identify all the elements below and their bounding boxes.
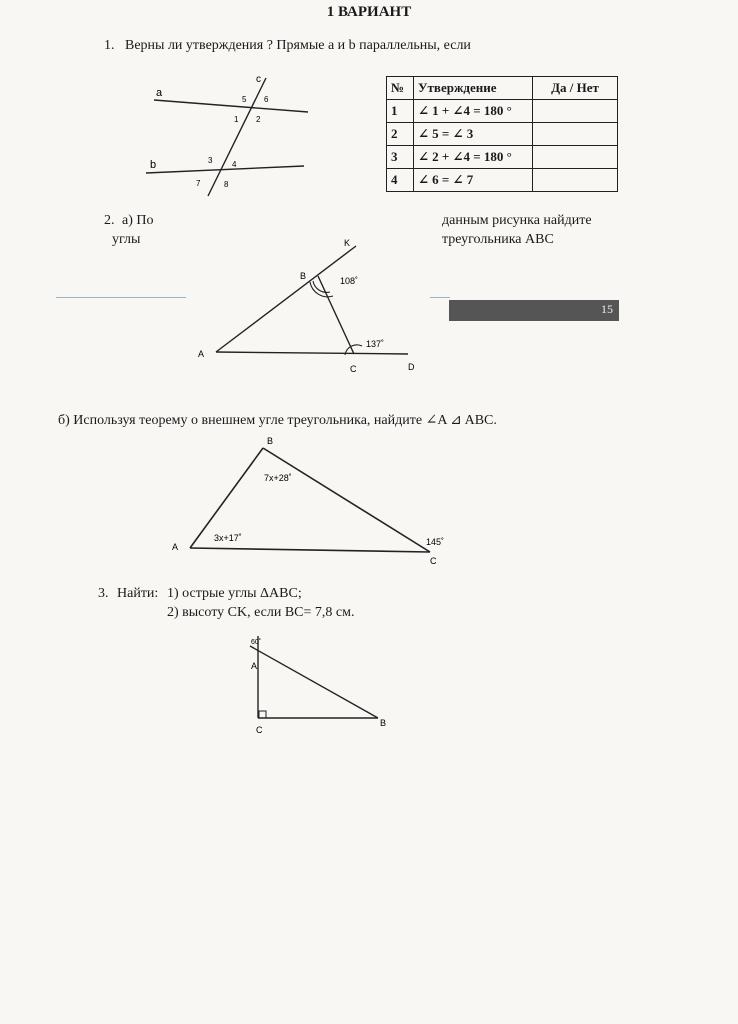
angle-5-label: 5 bbox=[242, 95, 247, 104]
q2-part-b-text: б) Используя теорему о внешнем угле треугольника, найдите ∠A ⊿ ABC. bbox=[58, 413, 497, 428]
point-b-label: B bbox=[300, 271, 307, 281]
row-answer[interactable] bbox=[533, 169, 618, 192]
row-number: 1 bbox=[387, 100, 414, 123]
point-c-label: C bbox=[430, 556, 437, 566]
table-row bbox=[387, 169, 618, 192]
table-row bbox=[387, 100, 618, 123]
page-title: 1 ВАРИАНТ bbox=[326, 4, 412, 20]
point-k-label: K bbox=[344, 238, 351, 248]
point-a-label: A bbox=[198, 349, 205, 359]
point-a-label: A bbox=[172, 542, 179, 552]
q3-label: Найти: bbox=[117, 586, 159, 601]
angle-8-label: 8 bbox=[224, 180, 229, 189]
point-d-label: D bbox=[408, 362, 415, 372]
row-number: 4 bbox=[387, 169, 414, 192]
point-a-label: A bbox=[251, 661, 258, 671]
q2-part-a-left-2: углы bbox=[112, 232, 141, 247]
q2a-figure bbox=[190, 234, 430, 376]
line-c-label: c bbox=[256, 74, 261, 85]
col-number: № bbox=[387, 77, 414, 100]
point-b-label: B bbox=[380, 718, 387, 728]
page-number: 15 bbox=[601, 302, 613, 316]
row-statement: ∠ 6 = ∠ 7 bbox=[414, 169, 533, 192]
q2-part-a-left-1: а) По bbox=[122, 213, 154, 228]
faded-rule-left bbox=[56, 297, 186, 298]
angle-c-ext-value: 145˚ bbox=[426, 537, 445, 547]
page-number-bar bbox=[449, 300, 619, 321]
line-a-label: a bbox=[156, 87, 163, 99]
point-c-label: C bbox=[256, 725, 263, 735]
faded-rule-right bbox=[430, 297, 450, 298]
point-c-label: C bbox=[350, 364, 357, 374]
q3-number: 3. bbox=[98, 586, 109, 601]
angle-b-expr: 7x+28˚ bbox=[264, 473, 292, 483]
q1-text: Верны ли утверждения ? Прямые a и b параллельны, если bbox=[125, 38, 471, 53]
col-statement: Утверждение bbox=[414, 77, 533, 100]
table-row bbox=[387, 123, 618, 146]
angle-1-label: 1 bbox=[234, 115, 239, 124]
row-answer[interactable] bbox=[533, 146, 618, 169]
angle-2-label: 2 bbox=[256, 115, 261, 124]
q3-item-1: 1) острые углы ΔABC; bbox=[167, 586, 302, 601]
row-answer[interactable] bbox=[533, 100, 618, 123]
angle-7-label: 7 bbox=[196, 179, 201, 188]
angle-4-label: 4 bbox=[232, 160, 237, 169]
q3-figure bbox=[240, 632, 400, 740]
line-b-label: b bbox=[150, 159, 157, 171]
row-statement: ∠ 5 = ∠ 3 bbox=[414, 123, 533, 146]
q1-number: 1. bbox=[104, 38, 115, 53]
q2-part-a-right-1: данным рисунка найдите bbox=[442, 213, 592, 228]
table-row bbox=[387, 146, 618, 169]
row-statement: ∠ 2 + ∠4 = 180 ° bbox=[414, 146, 533, 169]
q2b-figure bbox=[168, 432, 458, 570]
angle-a-expr: 3x+17˚ bbox=[214, 533, 242, 543]
angle-3-label: 3 bbox=[208, 156, 213, 165]
row-number: 3 bbox=[387, 146, 414, 169]
row-number: 2 bbox=[387, 123, 414, 146]
q2-number: 2. bbox=[104, 213, 115, 228]
angle-b-value: 108˚ bbox=[340, 276, 359, 286]
row-answer[interactable] bbox=[533, 123, 618, 146]
row-statement: ∠ 1 + ∠4 = 180 ° bbox=[414, 100, 533, 123]
angle-c-value: 137˚ bbox=[366, 339, 385, 349]
col-answer: Да / Нет bbox=[533, 77, 618, 100]
angle-6-label: 6 bbox=[264, 95, 269, 104]
q3-item-2: 2) высоту CK, если BC= 7,8 см. bbox=[167, 605, 355, 620]
q2-part-a-right-2: треугольника ABC bbox=[442, 232, 554, 247]
angle-60-value: 60˚ bbox=[251, 639, 262, 646]
q1-figure bbox=[140, 70, 320, 200]
statements-table bbox=[386, 76, 618, 192]
point-b-label: B bbox=[267, 436, 274, 446]
